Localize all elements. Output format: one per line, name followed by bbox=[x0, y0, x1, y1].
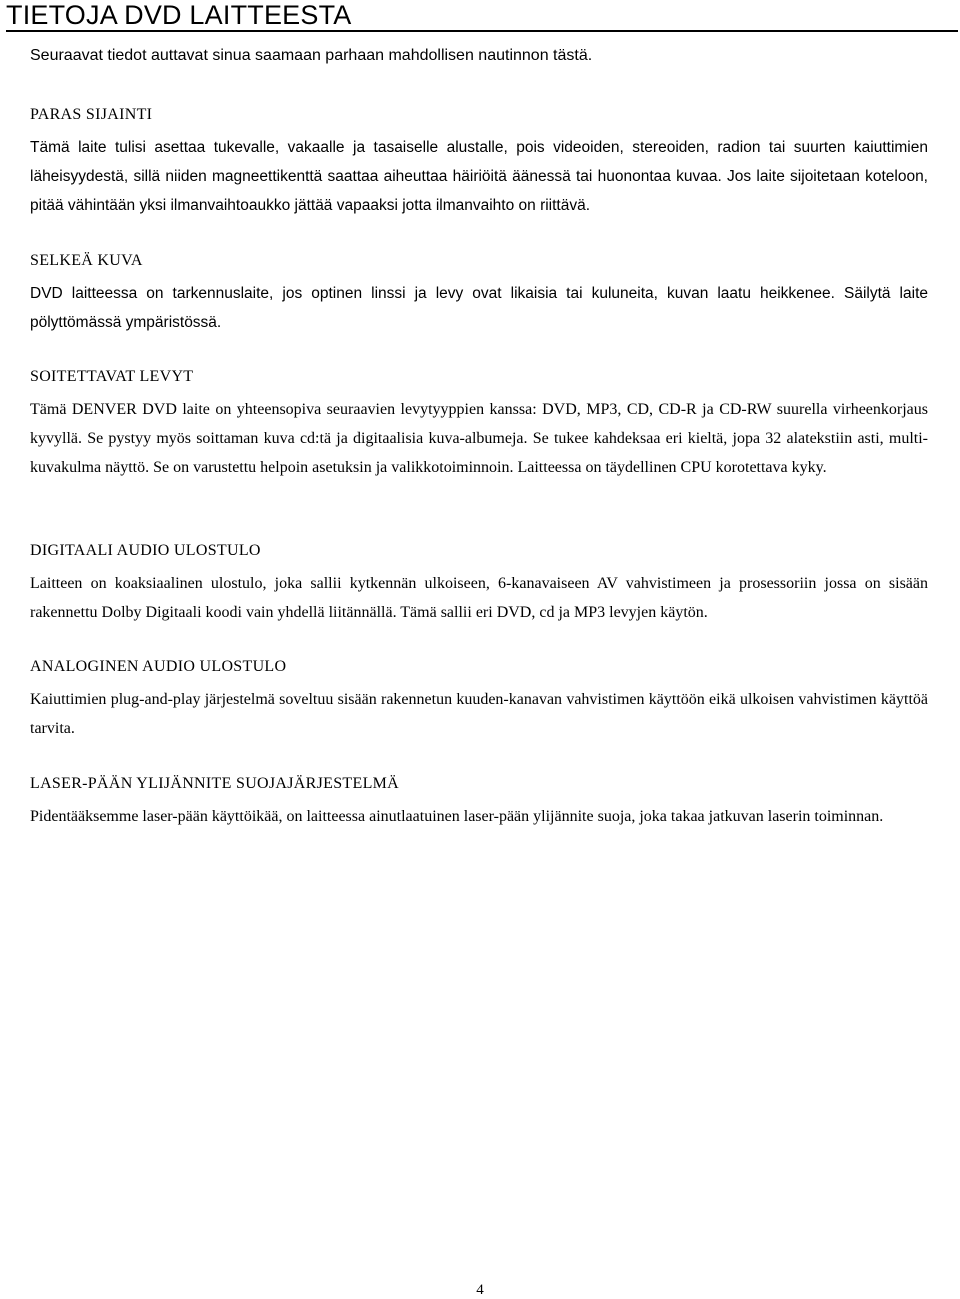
section-heading: PARAS SIJAINTI bbox=[30, 106, 153, 123]
title-underline bbox=[6, 30, 958, 32]
intro-text: Seuraavat tiedot auttavat sinua saamaan parhaan mahdollisen nautinnon tästä. bbox=[30, 47, 593, 64]
page-title: TIETOJA DVD LAITTEESTA bbox=[6, 0, 352, 30]
section-body: Laitteen on koaksiaalinen ulostulo, joka sallii kytkennän ulkoiseen, 6-kanavaiseen AV vahvistimeen ja prosessoriin jossa on sisään rakennettu Dolby Digitaali koodi vain yhdellä liitännällä. Tämä sallii eri DVD, cd ja MP3 levyjen käytön. bbox=[30, 575, 928, 621]
section-selkea-kuva bbox=[30, 250, 928, 337]
section-heading: SOITETTAVAT LEVYT bbox=[30, 368, 194, 385]
section-analoginen-audio-ulostulo bbox=[30, 656, 928, 743]
section-laser-paan-ylijannite bbox=[30, 773, 928, 831]
section-heading: DIGITAALI AUDIO ULOSTULO bbox=[30, 542, 261, 559]
section-paras-sijainti bbox=[30, 104, 928, 220]
section-digitaali-audio-ulostulo bbox=[30, 540, 928, 627]
section-body: Tämä laite tulisi asettaa tukevalle, vakaalle ja tasaiselle alustalle, pois videoiden, stereoiden, radion tai suurten kaiuttimien läheisyydestä, sillä niiden magneettikenttä saattaa aiheuttaa häiriöitä äänessä tai huonontaa kuvaa. Jos laite sijoitetaan koteloon, pitää vähintään yksi ilmanvaihtoaukko jättää vapaaksi jotta ilmanvaihto on riittävä. bbox=[30, 139, 928, 214]
section-soitettavat-levyt bbox=[30, 366, 928, 482]
section-body: DVD laitteessa on tarkennuslaite, jos optinen linssi ja levy ovat likaisia tai kuluneita, kuvan laatu heikkenee. Säilytä laite pölyttömässä ympäristössä. bbox=[30, 285, 928, 331]
section-heading: LASER-PÄÄN YLIJÄNNITE SUOJAJÄRJESTELMÄ bbox=[30, 775, 400, 792]
section-heading: ANALOGINEN AUDIO ULOSTULO bbox=[30, 658, 287, 675]
page-number: 4 bbox=[476, 1282, 484, 1298]
section-heading: SELKEÄ KUVA bbox=[30, 252, 143, 269]
section-body: Tämä DENVER DVD laite on yhteensopiva seuraavien levytyyppien kanssa: DVD, MP3, CD, CD-R ja CD-RW suurella virheenkorjaus kyvyllä. Se pystyy myös soittaman kuva cd:tä ja digitaalisia kuva-albumeja. Se tukee kahdeksaa eri kieltä, jopa 32 alatekstiin asti, multi-kuvakulma näyttö. Se on varustettu helpoin asetuksin ja valikkotoiminnoin. Laitteessa on täydellinen CPU korotettava kyky. bbox=[30, 401, 928, 476]
section-body: Pidentääksemme laser-pään käyttöikää, on laitteessa ainutlaatuinen laser-pään ylijännite suoja, joka takaa jatkuvan laserin toiminnan. bbox=[30, 808, 884, 825]
section-body: Kaiuttimien plug-and-play järjestelmä soveltuu sisään rakennetun kuuden-kanavan vahvistimen käyttöön eikä ulkoisen vahvistimen käyttöä tarvita. bbox=[30, 691, 928, 737]
